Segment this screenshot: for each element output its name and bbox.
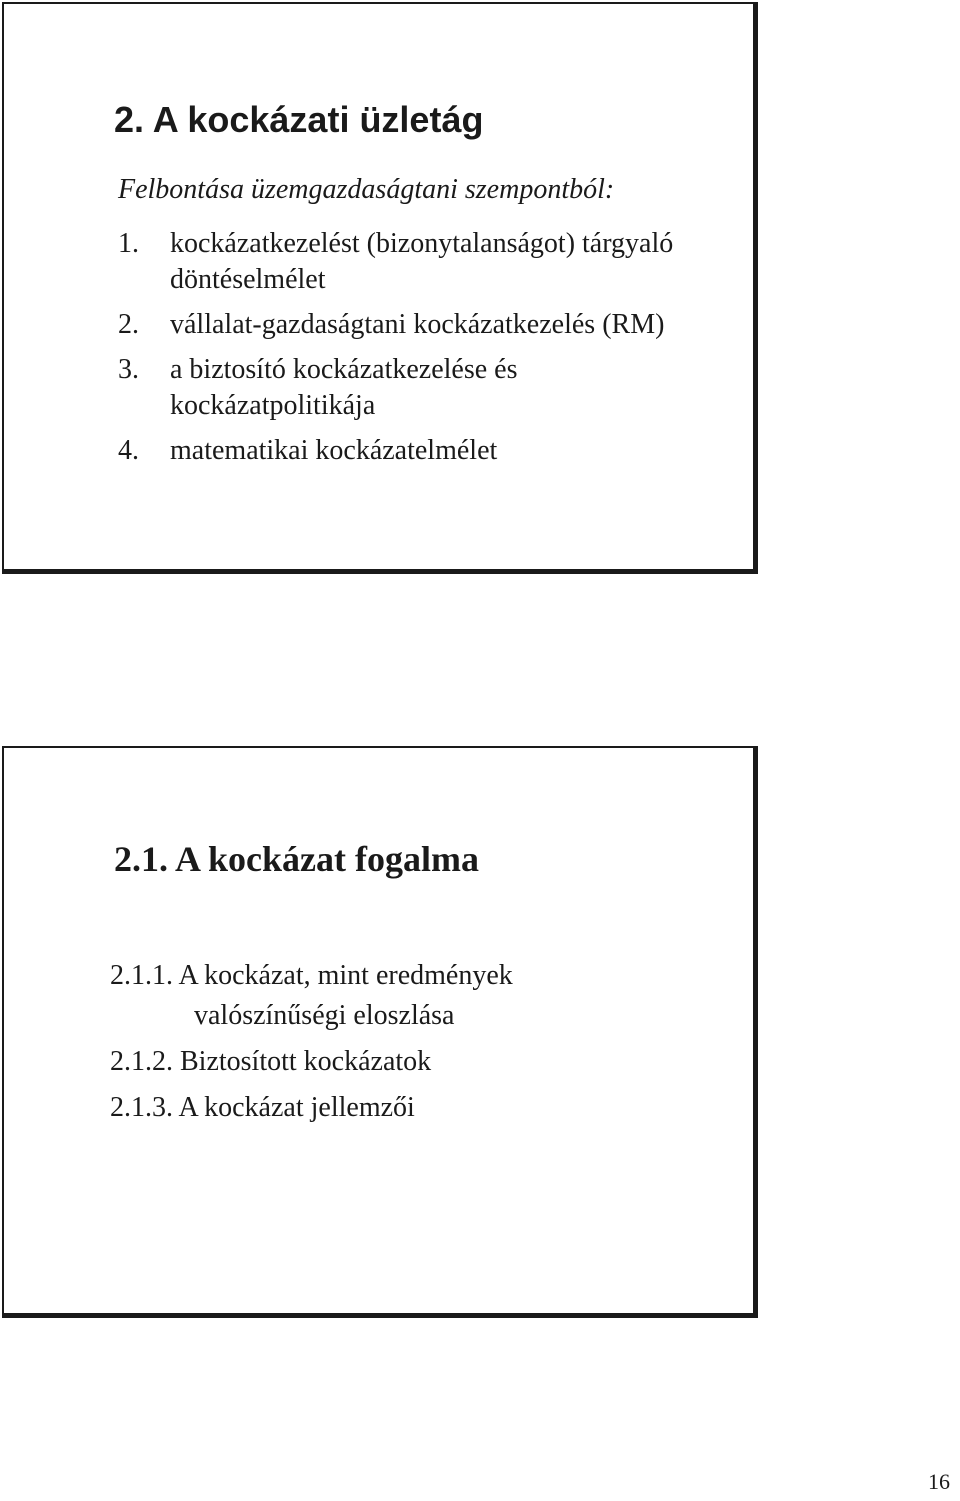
slide-1: [2, 2, 758, 574]
slide-2: [2, 746, 758, 1318]
section-list: [110, 956, 513, 1134]
list-item: [118, 433, 710, 469]
slide-title: 2. A kockázati üzletág: [114, 99, 484, 140]
list-item-text: 2.1.1. A kockázat, mint eredmények: [110, 960, 513, 991]
list-item-number: 3.: [118, 354, 139, 385]
list-item-text: 2.1.3. A kockázat jellemzői: [110, 1092, 415, 1123]
list-item-text: a biztosító kockázatkezelése és kockázatpolitikája: [170, 354, 518, 421]
list-item-text: vállalat-gazdaságtani kockázatkezelés (RM): [170, 309, 665, 340]
list-item-continuation: valószínűségi eloszlása: [194, 1000, 455, 1031]
list-item-number: 1.: [118, 228, 139, 259]
list-item: [110, 1088, 513, 1128]
list-item-text: matematikai kockázatelmélet: [170, 435, 498, 466]
list-item-text: 2.1.2. Biztosított kockázatok: [110, 1046, 432, 1077]
list-item-number: 2.: [118, 309, 139, 340]
list-item: [110, 1042, 513, 1082]
list-item: [118, 226, 710, 298]
list-item-text: kockázatkezelést (bizonytalanságot) tárgyaló döntéselmélet: [170, 228, 674, 295]
page-number: 16: [928, 1469, 950, 1494]
list-item: [110, 956, 513, 1036]
list-item-number: 4.: [118, 435, 139, 466]
slide-title: 2.1. A kockázat fogalma: [114, 839, 479, 879]
list-item: [118, 307, 710, 343]
list-item: [118, 352, 710, 424]
numbered-list: [118, 226, 710, 478]
slide-subtitle: Felbontása üzemgazdaságtani szempontból:: [118, 174, 615, 205]
